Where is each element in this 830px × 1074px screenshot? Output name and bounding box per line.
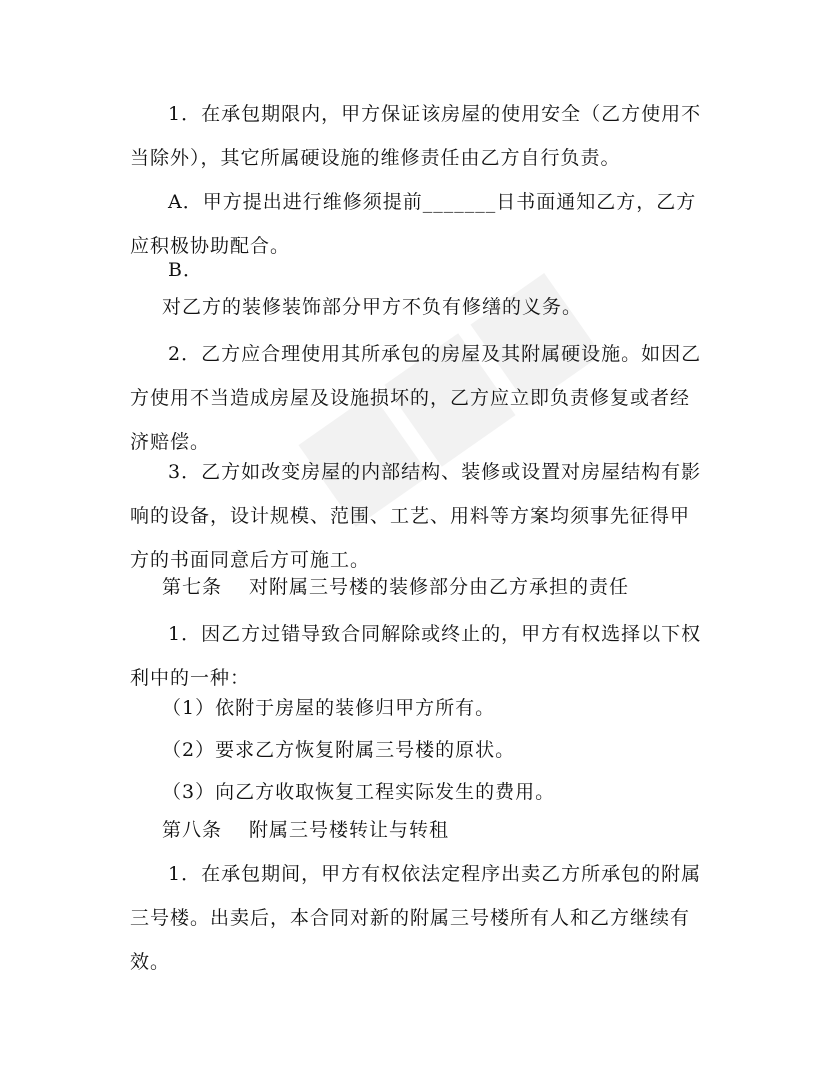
article-7-heading: 第七条 对附属三号楼的装修部分由乙方承担的责任	[162, 576, 630, 598]
clause-a-notice: A．甲方提出进行维修须提前_______日书面通知乙方，乙方应积极协助配合。	[130, 191, 697, 257]
article-8-heading: 第八条 附属三号楼转让与转租	[162, 819, 450, 841]
clause-b: B．	[168, 259, 203, 281]
clause-1-repair-responsibility: 1．在承包期限内，甲方保证该房屋的使用安全（乙方使用不当除外），其它所属硬设施的维修责任由乙方自行负责。	[130, 103, 702, 169]
clause-2-proper-use: 2．乙方应合理使用其所承包的房屋及其附属硬设施。如因乙方使用不当造成房屋及设施损坏的，乙方应立即负责修复或者经济赔偿。	[130, 343, 702, 453]
option-1: （1）依附于房屋的装修归甲方所有。	[162, 697, 496, 719]
option-2: （2）要求乙方恢复附属三号楼的原状。	[162, 739, 516, 761]
decoration-repair-exemption: 对乙方的装修装饰部分甲方不负有修缮的义务。	[162, 296, 583, 318]
article-8-clause-1: 1．在承包期间，甲方有权依法定程序出卖乙方所承包的附属三号楼。出卖后，本合同对新的附属三号楼所有人和乙方继续有效。	[130, 863, 702, 973]
clause-3-structural-change: 3．乙方如改变房屋的内部结构、装修或设置对房屋结构有影响的设备，设计规模、范围、工艺、用料等方案均须事先征得甲方的书面同意后方可施工。	[130, 461, 702, 571]
article-7-clause-1: 1．因乙方过错导致合同解除或终止的，甲方有权选择以下权利中的一种：	[130, 623, 702, 689]
option-3: （3）向乙方收取恢复工程实际发生的费用。	[162, 781, 556, 803]
